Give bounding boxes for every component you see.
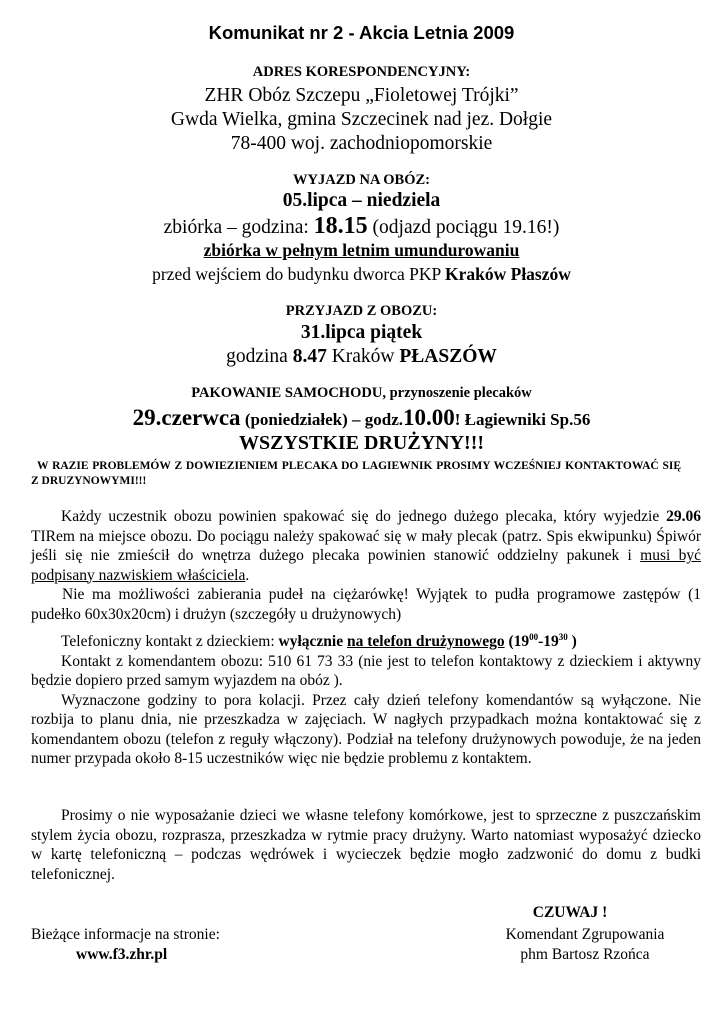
departure-date: 05.lipca – niedziela	[282, 190, 441, 211]
info-label: Bieżące informacje na stronie:	[31, 926, 220, 943]
departure-station: Kraków Płaszów	[445, 264, 571, 284]
arrival-hour: 8.47	[292, 346, 327, 367]
body-block-phones	[31, 806, 701, 884]
gathering-time: 18.15	[313, 213, 368, 239]
packing-heading-bold: PAKOWANIE SAMOCHODU	[191, 385, 383, 401]
paragraph-text: TIRem na miejsce obozu. Do pociągu należy spakować się w mały plecak (patrz. Spis ekwipunku) Śpiwór jeśli się nie zmieścił do wnętrza dużego plecaka powinien stanowić oddzielny pakunek i	[31, 527, 701, 564]
backpack-date: 29.06	[666, 508, 701, 525]
packing-day: (poniedziałek) – godz.	[240, 410, 404, 429]
address-line: ZHR Obóz Szczepu „Fioletowej Trójki”	[204, 85, 519, 106]
website-link[interactable]: www.f3.zhr.pl	[76, 946, 168, 963]
packing-heading-rest: , przynoszenie plecaków	[382, 385, 532, 401]
paragraph-boxes	[31, 585, 701, 624]
packing-warning: W RAZIE PROBLEMÓW Z DOWIEZIENIEM PLECAKA DO LAGIEWNIK PROSIMY WCZEŚNIEJ KONTAKTOWAĆ SIĘ Z DRUZYNOWYMI!!!	[31, 460, 681, 487]
motto: CZUWAJ !	[532, 904, 608, 921]
uniform-note: zbiórka w pełnym letnim umundurowaniu	[203, 240, 520, 260]
address-line: 78-400 woj. zachodniopomorskie	[230, 133, 493, 154]
signature-title: Komendant Zgrupowania	[505, 926, 665, 943]
packing-time: 10.00	[403, 405, 455, 430]
address-heading: ADRES KORESPONDENCYJNY:	[252, 64, 471, 80]
address-line: Gwda Wielka, gmina Szczecinek nad jez. Dołgie	[170, 109, 553, 130]
label-requirement: musi być podpisany nazwiskiem właściciela	[31, 547, 701, 584]
paragraph-text: Każdy uczestnik obozu powinien spakować się do jednego dużego plecaka, który wyjedzie	[61, 508, 667, 525]
phone-only: wyłącznie	[278, 633, 344, 650]
packing-date: 29.czerwca	[132, 405, 241, 430]
departure-place-prefix: przed wejściem do budynku dworca PKP	[152, 264, 445, 284]
departure-heading: WYJAZD NA OBÓZ:	[293, 172, 430, 188]
phone-hours: -19	[538, 633, 559, 650]
paragraph-text: Nie ma możliwości zabierania pudeł na ciężarówkę! Wyjątek to pudła programowe zastępów (1 pudełko 60x30x20cm) i drużyn (szczegóły u drużynowych)	[31, 586, 701, 623]
gathering-suffix: (odjazd pociągu 19.16!)	[367, 217, 560, 238]
body-block-contact	[31, 632, 701, 769]
paragraph-no-mobile: Prosimy o nie wyposażanie dzieci we własne telefony komórkowe, jest to sprzeczne z puszczańskim stylem życia obozu, rozprasza, przeszkadza w rytmie pracy drużyny. Warto natomiast wyposażyć dziecko w kartę telefoniczną – podczas wędrówek i wycieczek będzie mogło zadzwonić do domu z budki telefonicznej.	[31, 807, 701, 883]
departure-gathering	[0, 213, 723, 240]
page-title: Komunikat nr 2 - Akcia Letnia 2009	[208, 22, 515, 43]
arrival-date: 31.lipca piątek	[300, 322, 423, 343]
arrival-city: Kraków	[326, 346, 400, 367]
arrival-time	[0, 346, 723, 368]
team-leader-phone: na telefon drużynowego	[347, 633, 505, 650]
phone-hours: (19	[504, 633, 530, 650]
address-block	[0, 84, 723, 156]
phone-hours: )	[567, 633, 577, 650]
body-block-packing	[31, 507, 701, 624]
signature-name: phm Bartosz Rzońca	[520, 946, 650, 963]
gathering-prefix: zbiórka – godzina:	[163, 217, 314, 238]
arrival-heading: PRZYJAZD Z OBOZU:	[285, 303, 438, 319]
packing-heading	[0, 385, 723, 402]
departure-place	[0, 264, 723, 285]
arrival-station: PŁASZÓW	[399, 346, 497, 367]
paragraph-phone-contact	[31, 632, 701, 652]
all-teams: WSZYSTKIE DRUŻYNY!!!	[238, 432, 485, 454]
paragraph-commander-contact: Kontakt z komendantem obozu: 510 61 73 33 (nie jest to telefon kontaktowy z dzieckiem i aktywny będzie dopiero przed samym wyjazdem na obóz ).	[31, 652, 701, 689]
paragraph-text: .	[245, 566, 250, 584]
arrival-time-prefix: godzina	[226, 346, 293, 367]
phone-hours-sup: 00	[529, 631, 539, 642]
packing-date-line	[0, 405, 723, 431]
phone-hours-sup: 30	[558, 631, 568, 642]
paragraph-text: Telefoniczny kontakt z dzieckiem:	[61, 633, 279, 650]
paragraph-backpack	[31, 507, 701, 585]
packing-place: ! Łagiewniki Sp.56	[454, 410, 591, 429]
paragraph-hours-note: Wyznaczone godziny to pora kolacji. Przez cały dzień telefony komendantów są wyłączone. Nie rozbija to planu dnia, nie przeszkadza w zajęciach. W nagłych przypadkach można kontaktować się z komendantem obozu (telefon z reguły włączony). Podział na telefony drużynowych powoduje, że na jeden numer przypada około 8-15 uczestników więc nie będzie problemu z kontaktem.	[31, 691, 701, 767]
